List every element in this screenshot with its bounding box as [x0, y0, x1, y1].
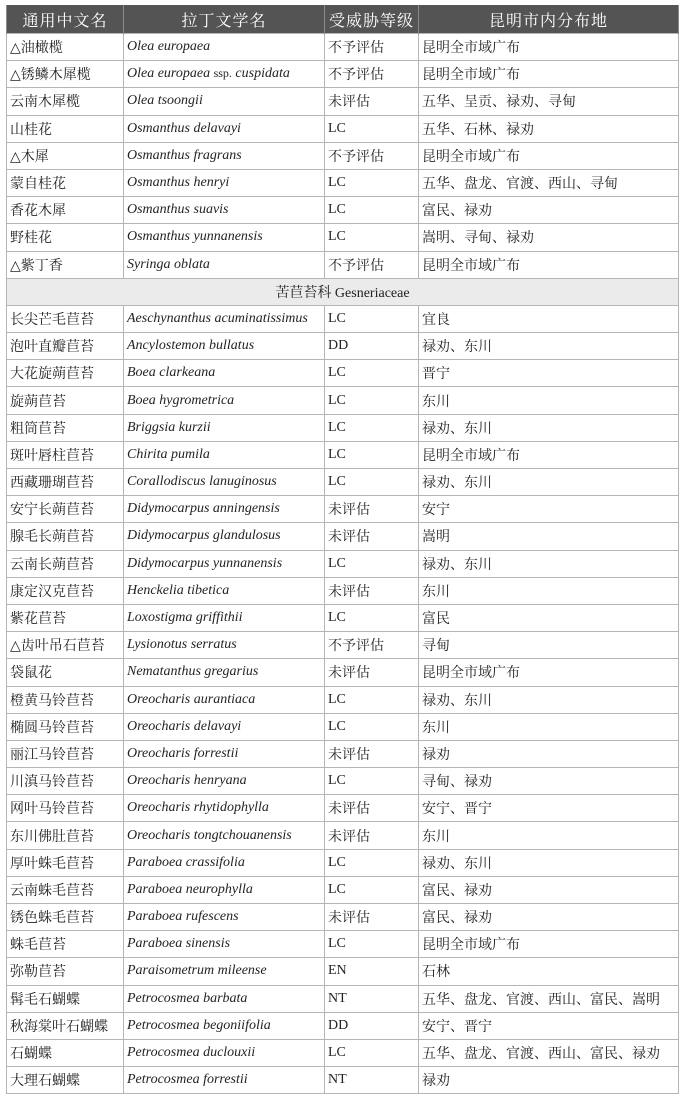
cell-threat-level: 不予评估 — [325, 142, 419, 169]
table-row — [7, 414, 679, 441]
cell-distribution: 寻甸、禄劝 — [419, 768, 679, 795]
latin-binomial: Nematanthus gregarius — [127, 664, 259, 680]
table-row — [7, 632, 679, 659]
latin-binomial: Petrocosmea forrestii — [127, 1072, 248, 1088]
table-row — [7, 550, 679, 577]
latin-infraspecific: cuspidata — [235, 66, 290, 82]
cell-latin-name — [124, 88, 325, 115]
cell-latin-name — [124, 441, 325, 468]
latin-binomial: Osmanthus yunnanensis — [127, 229, 263, 245]
cell-distribution: 昆明全市域广布 — [419, 61, 679, 88]
cell-chinese-name: 西藏珊瑚苣苔 — [7, 469, 124, 496]
cell-latin-name — [124, 632, 325, 659]
cell-threat-level: 未评估 — [325, 740, 419, 767]
cell-threat-level: LC — [325, 360, 419, 387]
cell-distribution: 昆明全市域广布 — [419, 251, 679, 278]
latin-binomial: Henckelia tibetica — [127, 582, 230, 598]
table-row — [7, 251, 679, 278]
latin-binomial: Osmanthus suavis — [127, 202, 229, 218]
table-row — [7, 876, 679, 903]
latin-binomial: Didymocarpus glandulosus — [127, 528, 281, 544]
species-table — [6, 5, 679, 1094]
latin-binomial: Osmanthus delavayi — [127, 120, 241, 136]
table-row — [7, 686, 679, 713]
cell-latin-name — [124, 768, 325, 795]
latin-binomial: Oreocharis tongtchouanensis — [127, 827, 292, 843]
cell-distribution: 晋宁 — [419, 360, 679, 387]
table-row — [7, 577, 679, 604]
cell-latin-name — [124, 659, 325, 686]
latin-binomial: Paraboea crassifolia — [127, 854, 245, 870]
header-chinese-name: 通用中文名 — [7, 5, 124, 34]
cell-distribution: 禄劝 — [419, 740, 679, 767]
cell-chinese-name: 野桂花 — [7, 224, 124, 251]
cell-chinese-name: 紫花苣苔 — [7, 604, 124, 631]
cell-distribution: 东川 — [419, 822, 679, 849]
cell-threat-level: DD — [325, 333, 419, 360]
cell-latin-name — [124, 958, 325, 985]
latin-binomial: Briggsia kurzii — [127, 419, 211, 435]
cell-distribution: 昆明全市域广布 — [419, 142, 679, 169]
cell-chinese-name: 泡叶直瓣苣苔 — [7, 333, 124, 360]
cell-latin-name — [124, 387, 325, 414]
cell-chinese-name: 丽江马铃苣苔 — [7, 740, 124, 767]
cell-latin-name — [124, 61, 325, 88]
table-row — [7, 768, 679, 795]
table-row — [7, 115, 679, 142]
cell-distribution: 富民、禄劝 — [419, 197, 679, 224]
table-row — [7, 958, 679, 985]
cell-chinese-name: 斑叶唇柱苣苔 — [7, 441, 124, 468]
cell-chinese-name: 大花旋蒴苣苔 — [7, 360, 124, 387]
table-row — [7, 523, 679, 550]
cell-latin-name — [124, 577, 325, 604]
latin-binomial: Syringa oblata — [127, 256, 210, 272]
cell-distribution: 禄劝、东川 — [419, 849, 679, 876]
cell-threat-level: LC — [325, 197, 419, 224]
table-row — [7, 224, 679, 251]
cell-latin-name — [124, 523, 325, 550]
cell-distribution: 昆明全市域广布 — [419, 931, 679, 958]
cell-distribution: 五华、盘龙、官渡、西山、富民、禄劝 — [419, 1039, 679, 1066]
cell-distribution: 五华、盘龙、官渡、西山、寻甸 — [419, 169, 679, 196]
table-row — [7, 34, 679, 61]
latin-binomial: Oreocharis forrestii — [127, 745, 239, 761]
cell-chinese-name: 云南长蒴苣苔 — [7, 550, 124, 577]
section-label: 苦苣苔科 Gesneriaceae — [7, 278, 679, 305]
cell-distribution: 安宁 — [419, 496, 679, 523]
cell-latin-name — [124, 795, 325, 822]
table-row — [7, 142, 679, 169]
latin-binomial: Paraboea rufescens — [127, 909, 239, 925]
cell-chinese-name: 髯毛石蝴蝶 — [7, 985, 124, 1012]
cell-threat-level: LC — [325, 713, 419, 740]
cell-distribution: 安宁、晋宁 — [419, 795, 679, 822]
cell-threat-level: LC — [325, 169, 419, 196]
latin-binomial: Corallodiscus lanuginosus — [127, 474, 277, 490]
cell-distribution: 寻甸 — [419, 632, 679, 659]
table-row — [7, 904, 679, 931]
cell-chinese-name: 安宁长蒴苣苔 — [7, 496, 124, 523]
cell-distribution: 富民 — [419, 604, 679, 631]
cell-threat-level: 不予评估 — [325, 61, 419, 88]
cell-chinese-name: 秋海棠叶石蝴蝶 — [7, 1012, 124, 1039]
cell-threat-level: LC — [325, 768, 419, 795]
cell-chinese-name: 山桂花 — [7, 115, 124, 142]
cell-latin-name — [124, 333, 325, 360]
header-row — [7, 5, 679, 34]
latin-binomial: Petrocosmea barbata — [127, 990, 248, 1006]
latin-binomial: Didymocarpus anningensis — [127, 501, 280, 517]
cell-distribution: 东川 — [419, 577, 679, 604]
cell-latin-name — [124, 604, 325, 631]
cell-threat-level: LC — [325, 1039, 419, 1066]
cell-distribution: 五华、呈贡、禄劝、寻甸 — [419, 88, 679, 115]
latin-binomial: Osmanthus fragrans — [127, 147, 242, 163]
cell-threat-level: LC — [325, 305, 419, 332]
cell-distribution: 东川 — [419, 387, 679, 414]
latin-binomial: Paraisometrum mileense — [127, 963, 267, 979]
table-row — [7, 333, 679, 360]
cell-threat-level: 未评估 — [325, 88, 419, 115]
latin-binomial: Osmanthus henryi — [127, 175, 230, 191]
cell-chinese-name: 椭圆马铃苣苔 — [7, 713, 124, 740]
cell-chinese-name: 网叶马铃苣苔 — [7, 795, 124, 822]
latin-binomial: Aeschynanthus acuminatissimus — [127, 310, 308, 326]
cell-latin-name — [124, 305, 325, 332]
table-row — [7, 795, 679, 822]
cell-chinese-name: 云南蛛毛苣苔 — [7, 876, 124, 903]
table-row — [7, 985, 679, 1012]
cell-latin-name — [124, 740, 325, 767]
latin-binomial: Oreocharis aurantiaca — [127, 691, 256, 707]
cell-chinese-name: 大理石蝴蝶 — [7, 1067, 124, 1094]
table-row — [7, 713, 679, 740]
cell-threat-level: NT — [325, 1067, 419, 1094]
cell-latin-name — [124, 34, 325, 61]
cell-distribution: 富民、禄劝 — [419, 904, 679, 931]
cell-chinese-name: 蛛毛苣苔 — [7, 931, 124, 958]
latin-binomial: Oreocharis delavayi — [127, 718, 242, 734]
table-row — [7, 441, 679, 468]
cell-chinese-name: 川滇马铃苣苔 — [7, 768, 124, 795]
latin-binomial: Petrocosmea duclouxii — [127, 1045, 256, 1061]
cell-threat-level: LC — [325, 686, 419, 713]
cell-distribution: 禄劝、东川 — [419, 469, 679, 496]
cell-threat-level: LC — [325, 469, 419, 496]
cell-distribution: 禄劝、东川 — [419, 550, 679, 577]
header-threat-level: 受威胁等级 — [325, 5, 419, 34]
cell-latin-name — [124, 169, 325, 196]
cell-latin-name — [124, 550, 325, 577]
cell-distribution: 昆明全市域广布 — [419, 34, 679, 61]
cell-threat-level: 不予评估 — [325, 34, 419, 61]
table-header — [7, 5, 679, 34]
latin-binomial: Boea clarkeana — [127, 365, 216, 381]
cell-threat-level: 未评估 — [325, 822, 419, 849]
cell-chinese-name: 锈色蛛毛苣苔 — [7, 904, 124, 931]
cell-chinese-name: 康定汉克苣苔 — [7, 577, 124, 604]
table-row — [7, 604, 679, 631]
cell-threat-level: 未评估 — [325, 523, 419, 550]
section-row — [7, 278, 679, 305]
cell-latin-name — [124, 360, 325, 387]
table-body — [7, 34, 679, 1094]
table-row — [7, 305, 679, 332]
cell-chinese-name: 长尖芒毛苣苔 — [7, 305, 124, 332]
cell-threat-level: LC — [325, 876, 419, 903]
cell-distribution: 禄劝 — [419, 1067, 679, 1094]
cell-chinese-name: 腺毛长蒴苣苔 — [7, 523, 124, 550]
cell-chinese-name: 袋鼠花 — [7, 659, 124, 686]
cell-chinese-name: 厚叶蛛毛苣苔 — [7, 849, 124, 876]
cell-threat-level: 未评估 — [325, 577, 419, 604]
cell-threat-level: 未评估 — [325, 904, 419, 931]
cell-chinese-name: 蒙自桂花 — [7, 169, 124, 196]
cell-latin-name — [124, 142, 325, 169]
cell-distribution: 富民、禄劝 — [419, 876, 679, 903]
cell-latin-name — [124, 849, 325, 876]
cell-chinese-name: 东川佛肚苣苔 — [7, 822, 124, 849]
latin-binomial: Chirita pumila — [127, 446, 210, 462]
cell-threat-level: LC — [325, 604, 419, 631]
cell-distribution: 昆明全市域广布 — [419, 659, 679, 686]
table-row — [7, 1012, 679, 1039]
cell-latin-name — [124, 876, 325, 903]
cell-chinese-name: 粗筒苣苔 — [7, 414, 124, 441]
cell-threat-level: 未评估 — [325, 496, 419, 523]
table-row — [7, 1067, 679, 1094]
latin-binomial: Oreocharis henryana — [127, 773, 247, 789]
table-row — [7, 496, 679, 523]
cell-latin-name — [124, 1039, 325, 1066]
cell-distribution: 昆明全市域广布 — [419, 441, 679, 468]
cell-distribution: 禄劝、东川 — [419, 414, 679, 441]
cell-distribution: 安宁、晋宁 — [419, 1012, 679, 1039]
table-row — [7, 197, 679, 224]
cell-latin-name — [124, 713, 325, 740]
cell-threat-level: 未评估 — [325, 795, 419, 822]
cell-threat-level: DD — [325, 1012, 419, 1039]
latin-binomial: Petrocosmea begoniifolia — [127, 1017, 271, 1033]
table-row — [7, 387, 679, 414]
cell-distribution: 石林 — [419, 958, 679, 985]
table-row — [7, 849, 679, 876]
cell-latin-name — [124, 1012, 325, 1039]
table-row — [7, 740, 679, 767]
latin-binomial: Lysionotus serratus — [127, 637, 237, 653]
latin-binomial: Ancylostemon bullatus — [127, 338, 255, 354]
cell-threat-level: LC — [325, 441, 419, 468]
cell-threat-level: LC — [325, 414, 419, 441]
cell-distribution: 嵩明、寻甸、禄劝 — [419, 224, 679, 251]
cell-latin-name — [124, 985, 325, 1012]
cell-threat-level: LC — [325, 931, 419, 958]
cell-threat-level: 不予评估 — [325, 632, 419, 659]
cell-chinese-name: 旋蒴苣苔 — [7, 387, 124, 414]
cell-chinese-name: △齿叶吊石苣苔 — [7, 632, 124, 659]
cell-latin-name — [124, 115, 325, 142]
cell-chinese-name: △锈鳞木犀榄 — [7, 61, 124, 88]
header-distribution: 昆明市内分布地 — [419, 5, 679, 34]
latin-binomial: Paraboea sinensis — [127, 936, 231, 952]
latin-binomial: Olea tsoongii — [127, 93, 203, 109]
cell-latin-name — [124, 224, 325, 251]
latin-binomial: Didymocarpus yunnanensis — [127, 555, 283, 571]
cell-threat-level: EN — [325, 958, 419, 985]
cell-chinese-name: 石蝴蝶 — [7, 1039, 124, 1066]
latin-binomial: Paraboea neurophylla — [127, 881, 253, 897]
latin-binomial: Olea europaea — [127, 39, 211, 55]
cell-distribution: 宜良 — [419, 305, 679, 332]
cell-latin-name — [124, 496, 325, 523]
table-row — [7, 360, 679, 387]
cell-threat-level: 不予评估 — [325, 251, 419, 278]
cell-chinese-name: △紫丁香 — [7, 251, 124, 278]
cell-chinese-name: △油橄榄 — [7, 34, 124, 61]
table-row — [7, 822, 679, 849]
cell-latin-name — [124, 414, 325, 441]
cell-distribution: 嵩明 — [419, 523, 679, 550]
table-row — [7, 659, 679, 686]
cell-chinese-name: 弥勒苣苔 — [7, 958, 124, 985]
cell-chinese-name: 云南木犀榄 — [7, 88, 124, 115]
cell-chinese-name: 香花木犀 — [7, 197, 124, 224]
cell-latin-name — [124, 931, 325, 958]
table-row — [7, 88, 679, 115]
latin-binomial: Olea europaea — [127, 66, 211, 82]
header-latin-name: 拉丁文学名 — [124, 5, 325, 34]
cell-threat-level: LC — [325, 224, 419, 251]
table-row — [7, 469, 679, 496]
latin-binomial: Boea hygrometrica — [127, 392, 235, 408]
cell-threat-level: NT — [325, 985, 419, 1012]
latin-binomial: Oreocharis rhytidophylla — [127, 800, 269, 816]
table-row — [7, 1039, 679, 1066]
cell-latin-name — [124, 686, 325, 713]
cell-threat-level: LC — [325, 115, 419, 142]
cell-latin-name — [124, 1067, 325, 1094]
latin-binomial: Loxostigma griffithii — [127, 610, 243, 626]
cell-threat-level: LC — [325, 550, 419, 577]
cell-chinese-name: 橙黄马铃苣苔 — [7, 686, 124, 713]
latin-rank: ssp. — [213, 66, 232, 81]
cell-latin-name — [124, 904, 325, 931]
cell-distribution: 东川 — [419, 713, 679, 740]
cell-distribution: 禄劝、东川 — [419, 686, 679, 713]
cell-distribution: 五华、石林、禄劝 — [419, 115, 679, 142]
cell-distribution: 禄劝、东川 — [419, 333, 679, 360]
cell-latin-name — [124, 822, 325, 849]
cell-latin-name — [124, 251, 325, 278]
cell-distribution: 五华、盘龙、官渡、西山、富民、嵩明 — [419, 985, 679, 1012]
table-row — [7, 169, 679, 196]
cell-latin-name — [124, 197, 325, 224]
cell-chinese-name: △木犀 — [7, 142, 124, 169]
table-row — [7, 61, 679, 88]
cell-threat-level: 未评估 — [325, 659, 419, 686]
cell-threat-level: LC — [325, 387, 419, 414]
cell-latin-name — [124, 469, 325, 496]
table-row — [7, 931, 679, 958]
cell-threat-level: LC — [325, 849, 419, 876]
